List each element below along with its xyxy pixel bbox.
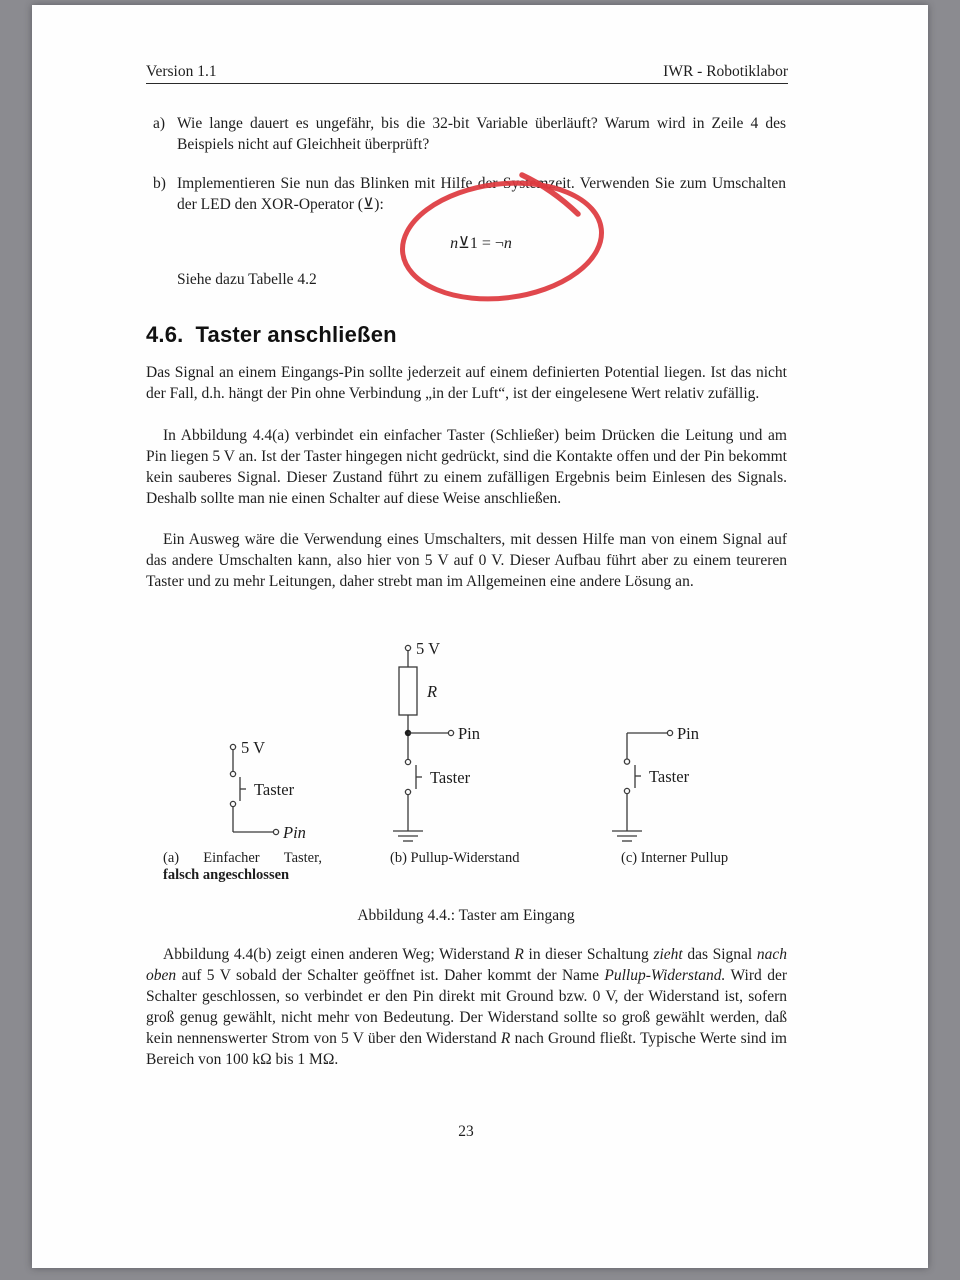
section-number: 4.6. xyxy=(146,322,184,347)
paragraph-1: Das Signal an einem Eingangs-Pin sollte jederzeit auf einem definierten Potential liegen. Ist das nicht der Fall, d.h. hängt der Pin ohne Verbindung „in der Luft“, ist der eingelesene Wert relativ zufällig. xyxy=(146,364,787,402)
label-5v-b: 5 V xyxy=(416,639,440,658)
label-resistor-r: R xyxy=(427,682,438,701)
list-item-b-label: b) xyxy=(153,175,166,192)
page-header xyxy=(146,61,788,82)
section-title: Taster anschließen xyxy=(195,322,397,347)
page-number: 23 xyxy=(458,1123,474,1140)
label-5v-a: 5 V xyxy=(241,738,265,757)
xor-formula: n⊻1 = ¬n xyxy=(450,235,512,252)
figure-main-caption: Abbildung 4.4.: Taster am Eingang xyxy=(357,907,575,924)
header-doc-title: IWR - Robotiklabor xyxy=(663,63,788,80)
caption-subfigure-a xyxy=(163,850,322,884)
header-version: Version 1.1 xyxy=(146,63,217,80)
label-pin-b: Pin xyxy=(458,724,481,743)
paragraph-3: Ein Ausweg wäre die Verwendung eines Umschalters, mit dessen Hilfe man von einem Signal auf das andere Umschalten kann, also hier von 5 V auf 0 V. Dieser Aufbau führt aber zu einem teureren Taster und zu mehr Leitungen, daher strebt man im Allgemeinen eine andere Lösung an. xyxy=(146,531,787,590)
see-table-note: Siehe dazu Tabelle 4.2 xyxy=(177,271,317,288)
circuit-figure xyxy=(150,635,750,850)
label-taster-c: Taster xyxy=(649,767,690,786)
list-item-a-label: a) xyxy=(153,115,166,132)
header-rule xyxy=(146,83,788,84)
red-circle-annotation xyxy=(362,153,662,343)
caption-subfigure-c: (c) Interner Pullup xyxy=(621,850,729,866)
label-pin-a: Pin xyxy=(283,823,306,842)
paragraph-4: Abbildung 4.4(b) zeigt einen anderen Weg; Widerstand R in dieser Schaltung zieht das Signal nach oben auf 5 V sobald der Schalter geöffnet ist. Daher kommt der Name Pullup-Widerstand. Wird der Schalter geschlossen, so verbindet er den Pin direkt mit Ground bzw. 0 V, der Widerstand ist, sofern groß genug gewählt, nicht mehr von Bedeutung. Der Widerstand sollte so groß gewählt werden, daß kein nennenswerter Strom von 5 V über den Widerstand R nach Ground fließt. Typische Werte sind im Bereich von 100 kΩ bis 1 MΩ. xyxy=(146,946,787,1068)
circuit-b-diagram xyxy=(393,645,454,841)
paragraph-2: In Abbildung 4.4(a) verbindet ein einfacher Taster (Schließer) beim Drücken die Leitung und am Pin liegen 5 V an. Ist der Taster hingegen nicht gedrückt, sind die Kontakte offen und der Pin bekommt kein sauberes Signal. Dieser Zustand führt zu einem zufälligen Ergebnis beim Einlesen des Signals. Deshalb sollte man nie einen Schalter auf diese Weise anschließen. xyxy=(146,427,787,507)
document-page xyxy=(32,5,928,1268)
caption-a-index: (a) xyxy=(163,850,180,866)
caption-a-line2: falsch angeschlossen xyxy=(163,867,290,883)
list-item-a-text: Wie lange dauert es ungefähr, bis die 32-bit Variable überläuft? Warum wird in Zeile 4 des Beispiels nicht auf Gleichheit überprüft? xyxy=(177,115,786,153)
label-taster-b: Taster xyxy=(430,768,471,787)
label-taster-a: Taster xyxy=(254,780,295,799)
caption-a-word2: Taster, xyxy=(283,850,322,866)
list-item-b-text: Implementieren Sie nun das Blinken mit Hilfe der Systemzeit. Verwenden Sie zum Umschalten der LED den XOR-Operator (⊻): xyxy=(177,175,786,213)
label-pin-c: Pin xyxy=(677,724,700,743)
section-heading xyxy=(146,322,397,348)
caption-a-word1: Einfacher xyxy=(203,850,260,866)
caption-subfigure-b: (b) Pullup-Widerstand xyxy=(390,850,520,866)
